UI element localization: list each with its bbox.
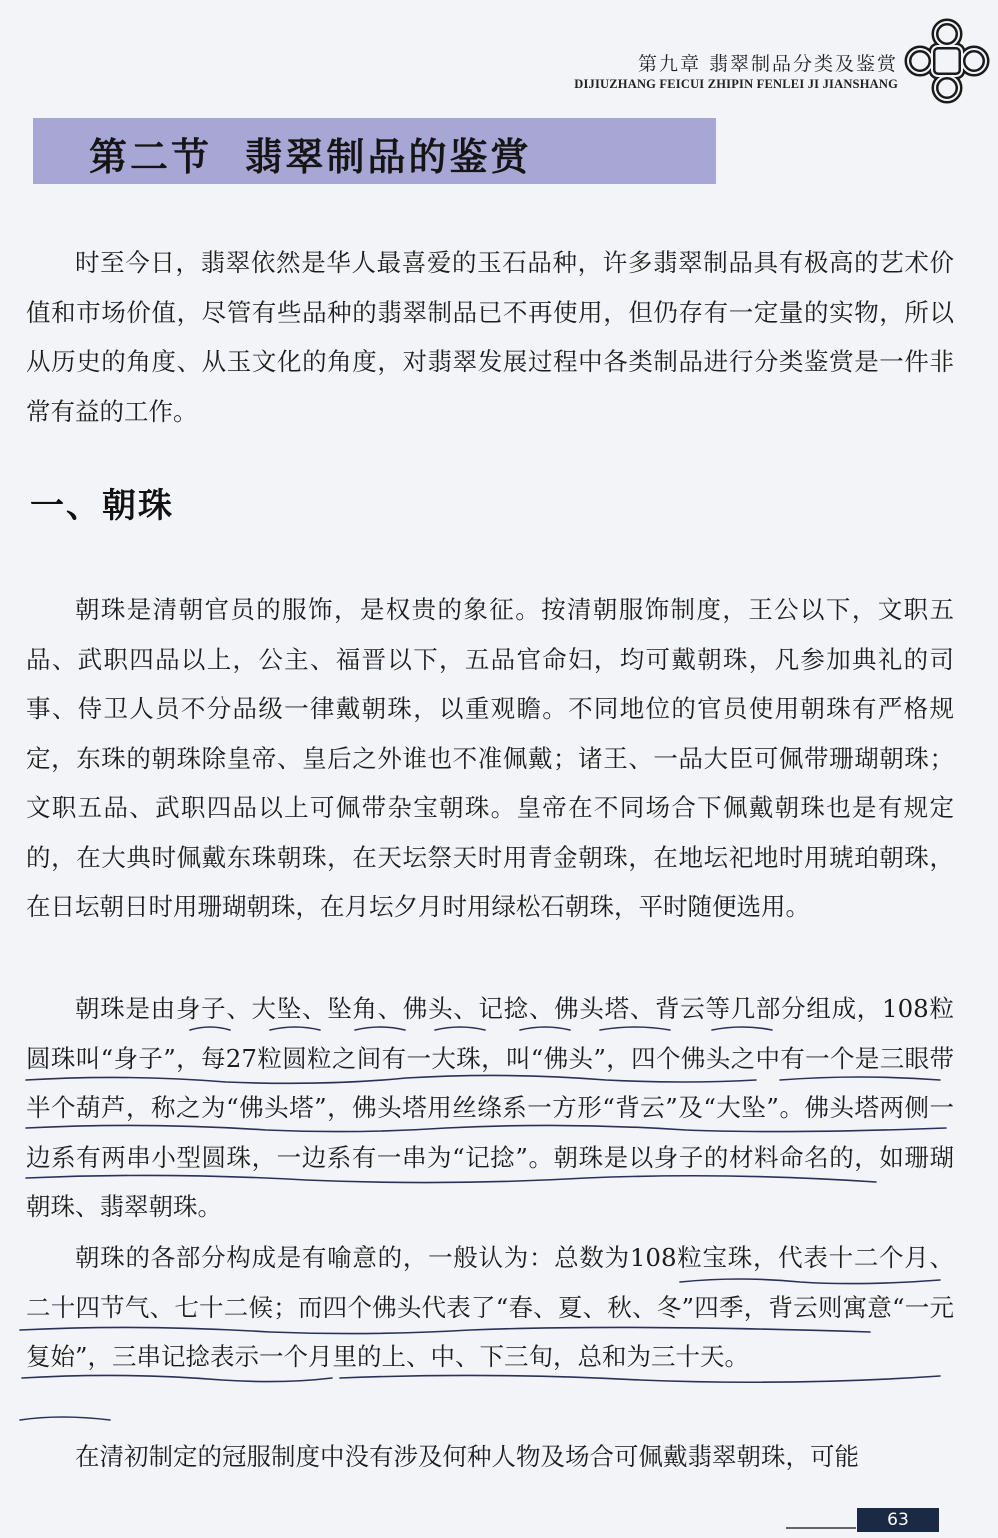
footer-rule bbox=[786, 1527, 856, 1529]
running-header bbox=[574, 52, 898, 92]
body-paragraph-3: 朝珠的各部分构成是有喻意的，一般认为：总数为108粒宝珠，代表十二个月、二十四节气、七十二候；而四个佛头代表了“春、夏、秋、冬”四季，背云则寓意“一元复始”，三串记捻表示一个月里的上、中、下三旬，总和为三十天。 bbox=[26, 1243, 954, 1371]
chinese-knot-icon bbox=[904, 18, 990, 104]
page-number: 63 bbox=[857, 1508, 939, 1532]
body-paragraph-4: 在清初制定的冠服制度中没有涉及何种人物及场合可佩戴翡翠朝珠，可能 bbox=[75, 1442, 859, 1471]
chapter-pinyin: DIJIUZHANG FEICUI ZHIPIN FENLEI JI JIANSHANG bbox=[574, 77, 898, 91]
chapter-title: 第九章 翡翠制品分类及鉴赏 bbox=[637, 53, 898, 75]
intro-paragraph: 时至今日，翡翠依然是华人最喜爱的玉石品种，许多翡翠制品具有极高的艺术价值和市场价值，尽管有些品种的翡翠制品已不再使用，但仍存有一定量的实物，所以从历史的角度、从玉文化的角度，对翡翠发展过程中各类制品进行分类鉴赏是一件非常有益的工作。 bbox=[26, 248, 954, 426]
section-banner bbox=[33, 118, 716, 184]
subheading: 一、朝珠 bbox=[30, 486, 174, 526]
body-paragraph-1: 朝珠是清朝官员的服饰，是权贵的象征。按清朝服饰制度，王公以下，文职五品、武职四品以上，公主、福晋以下，五品官命妇，均可戴朝珠，凡参加典礼的司事、侍卫人员不分品级一律戴朝珠，以重观瞻。不同地位的官员使用朝珠有严格规定，东珠的朝珠除皇帝、皇后之外谁也不准佩戴；诸王、一品大臣可佩带珊瑚朝珠；文职五品、武职四品以上可佩带杂宝朝珠。皇帝在不同场合下佩戴朝珠也是有规定的，在大典时佩戴东珠朝珠，在天坛祭天时用青金朝珠，在地坛祀地时用琥珀朝珠，在日坛朝日时用珊瑚朝珠，在月坛夕月时用绿松石朝珠，平时随便选用。 bbox=[26, 595, 954, 921]
body-paragraph-2: 朝珠是由身子、大坠、坠角、佛头、记捻、佛头塔、背云等几部分组成，108粒圆珠叫“身子”，每27粒圆粒之间有一大珠，叫“佛头”，四个佛头之中有一个是三眼带半个葫芦，称之为“佛头塔”，佛头塔用丝绦系一方形“背云”及“大坠”。佛头塔两侧一边系有两串小型圆珠，一边系有一串为“记捻”。朝珠是以身子的材料命名的，如珊瑚朝珠、翡翠朝珠。 bbox=[26, 994, 954, 1221]
section-title: 第二节 翡翠制品的鉴赏 bbox=[89, 135, 532, 179]
